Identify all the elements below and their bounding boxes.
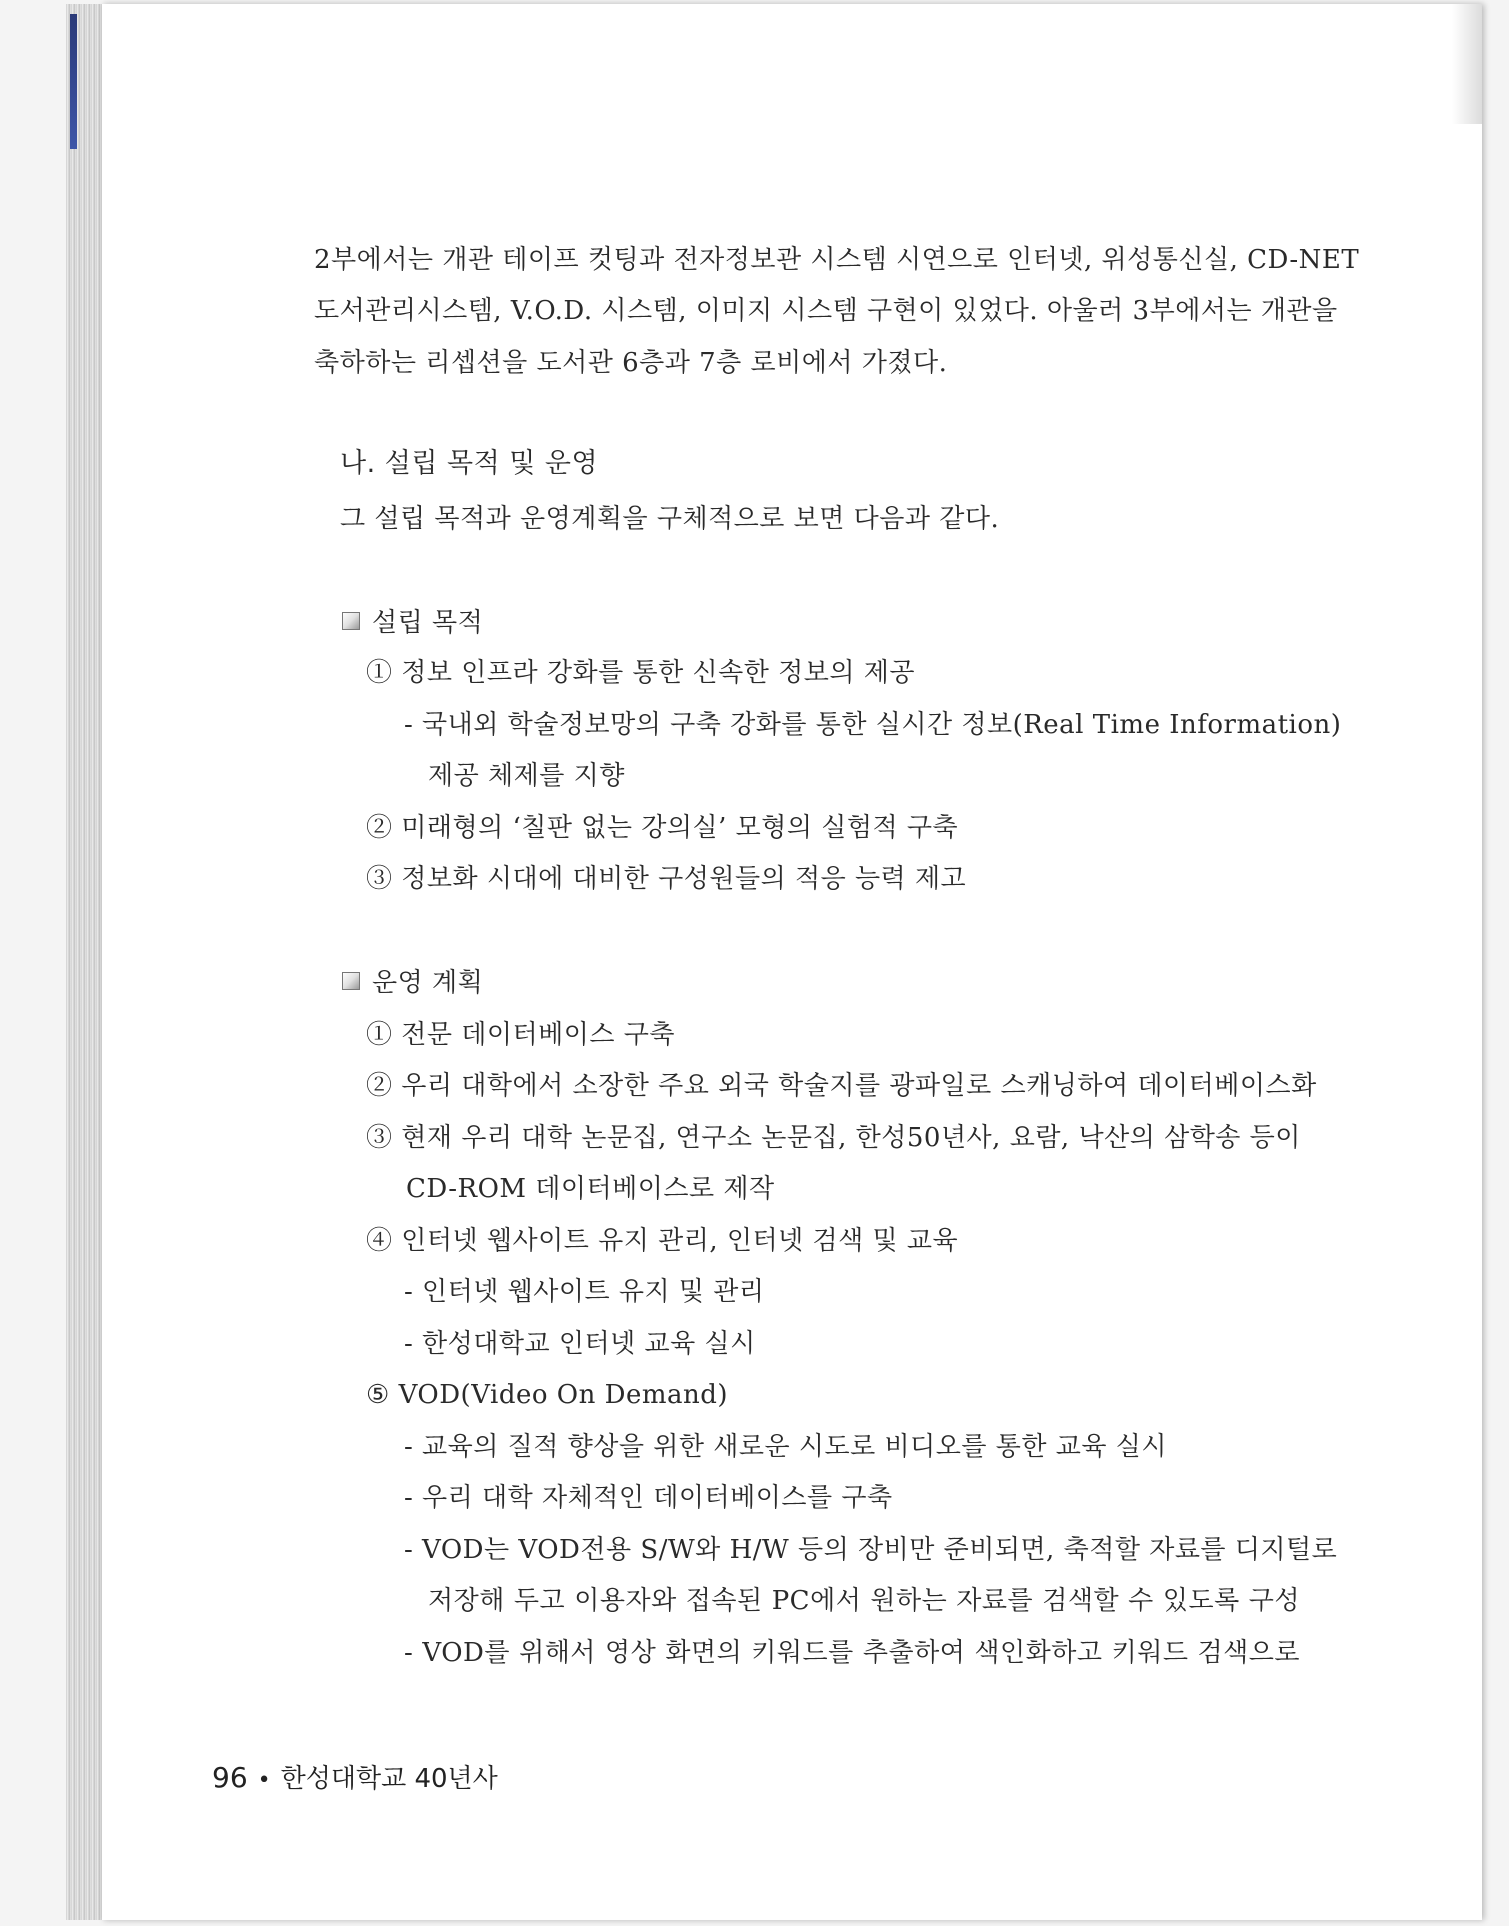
- purpose-title-text: 설립 목적: [372, 608, 484, 638]
- plan-title-text: 운영 계획: [372, 968, 484, 998]
- page-number: 96: [212, 1761, 248, 1794]
- square-bullet-icon: [342, 972, 360, 990]
- plan-item-5-sub-3-b: 저장해 두고 이용자와 접속된 PC에서 원하는 자료를 검색할 수 있도록 구성: [428, 1586, 1300, 1616]
- plan-item-5-sub-4: - VOD를 위해서 영상 화면의 키워드를 추출하여 색인화하고 키워드 검색으로: [404, 1638, 1300, 1668]
- plan-item-5-sub-3-a: - VOD는 VOD전용 S/W와 H/W 등의 장비만 준비되면, 축적할 자료를 디지털로: [404, 1535, 1338, 1565]
- intro-line-1: 2부에서는 개관 테이프 컷팅과 전자정보관 시스템 시연으로 인터넷, 위성통신실, CD-NET: [314, 245, 1360, 275]
- plan-item-2: ② 우리 대학에서 소장한 주요 외국 학술지를 광파일로 스캐닝하여 데이터베이스화: [366, 1071, 1317, 1101]
- plan-item-3-a: ③ 현재 우리 대학 논문집, 연구소 논문집, 한성50년사, 요람, 낙산의 삼학송 등이: [366, 1123, 1301, 1153]
- plan-item-1: ① 전문 데이터베이스 구축: [366, 1020, 675, 1050]
- purpose-item-1-sub-a: - 국내외 학술정보망의 구축 강화를 통한 실시간 정보(Real Time Information): [404, 710, 1342, 740]
- purpose-item-2: ② 미래형의 ‘칠판 없는 강의실’ 모형의 실험적 구축: [366, 813, 959, 843]
- plan-item-5: ⑤ VOD(Video On Demand): [366, 1380, 729, 1410]
- plan-item-5-sub-2: - 우리 대학 자체적인 데이터베이스를 구축: [404, 1483, 893, 1513]
- plan-item-4-sub-2: - 한성대학교 인터넷 교육 실시: [404, 1329, 756, 1359]
- intro-line-2: 도서관리시스템, V.O.D. 시스템, 이미지 시스템 구현이 있었다. 아울러 3부에서는 개관을: [314, 296, 1338, 326]
- section-heading: 나. 설립 목적 및 운영: [340, 448, 599, 479]
- plan-item-3-b: CD-ROM 데이터베이스로 제작: [406, 1174, 775, 1204]
- plan-item-5-sub-1: - 교육의 질적 향상을 위한 새로운 시도로 비디오를 통한 교육 실시: [404, 1432, 1167, 1462]
- book-title: 한성대학교 40년사: [280, 1764, 498, 1794]
- purpose-title: [342, 606, 483, 640]
- square-bullet-icon: [342, 612, 360, 630]
- page-footer: [212, 1758, 498, 1795]
- plan-item-4: ④ 인터넷 웹사이트 유지 관리, 인터넷 검색 및 교육: [366, 1226, 959, 1256]
- purpose-item-1-sub-b: 제공 체제를 지향: [428, 761, 625, 791]
- purpose-item-3: ③ 정보화 시대에 대비한 구성원들의 적응 능력 제고: [366, 864, 967, 894]
- plan-title: [342, 966, 483, 1000]
- plan-item-4-sub-1: - 인터넷 웹사이트 유지 및 관리: [404, 1277, 765, 1307]
- section-lead: 그 설립 목적과 운영계획을 구체적으로 보면 다음과 같다.: [340, 504, 1000, 534]
- purpose-item-1: ① 정보 인프라 강화를 통한 신속한 정보의 제공: [366, 658, 915, 688]
- footer-separator: •: [257, 1768, 271, 1793]
- intro-line-3: 축하하는 리셉션을 도서관 6층과 7층 로비에서 가졌다.: [314, 348, 948, 378]
